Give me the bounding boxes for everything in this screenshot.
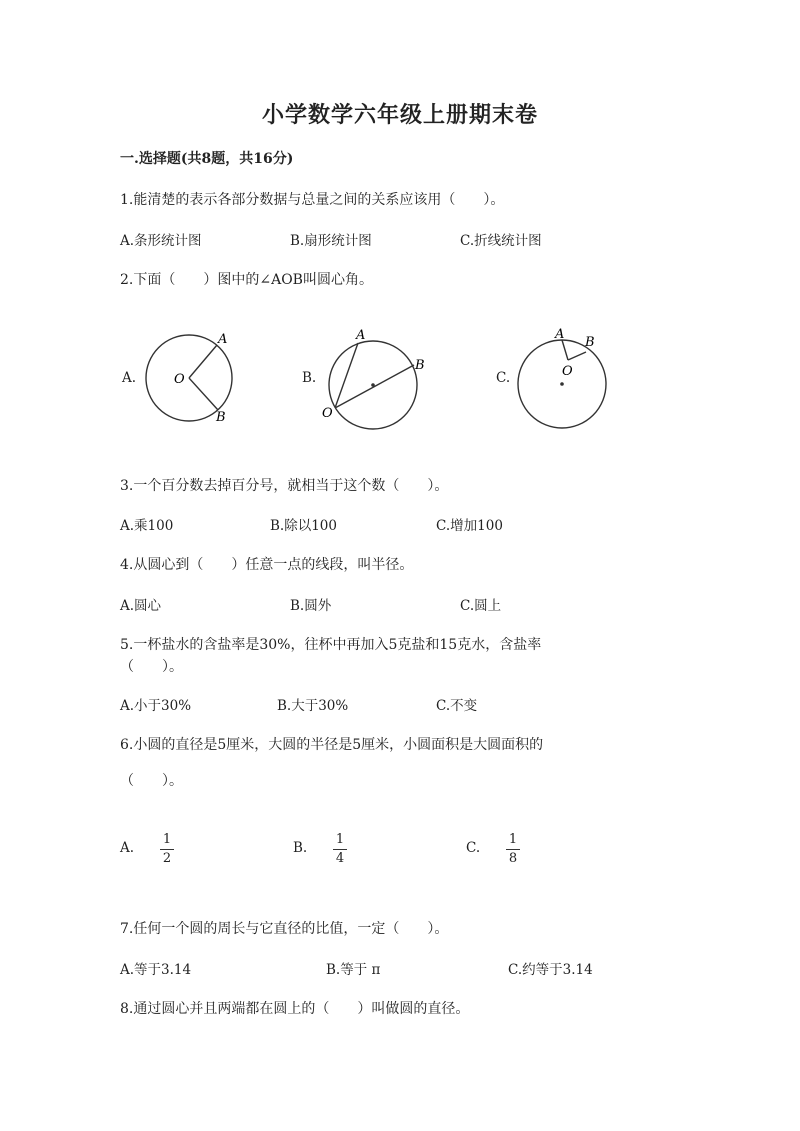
section-heading: 一.选择题(共8题，共16分) <box>120 151 294 167</box>
question-6-stem-line-1: 6.小圆的直径是5厘米，大圆的半径是5厘米，小圆面积是大圆面积的 <box>120 737 544 753</box>
fraction-c-numerator: 1 <box>508 832 518 847</box>
fraction-a-bar <box>160 849 174 850</box>
question-1-option-c[interactable]: C.折线统计图 <box>460 233 542 249</box>
circle-figure-c <box>510 322 622 432</box>
fraction-a-numerator: 1 <box>162 832 172 847</box>
question-2-stem: 2.下面（ ）图中的∠AOB叫圆心角。 <box>120 272 373 288</box>
question-5-option-c[interactable]: C.不变 <box>436 698 478 714</box>
page-title: 小学数学六年级上册期末卷 <box>261 102 538 128</box>
question-7-option-a[interactable]: A.等于3.14 <box>120 962 192 978</box>
fraction-a-denominator: 2 <box>162 851 172 866</box>
fraction-b-numerator: 1 <box>335 832 345 847</box>
question-1-stem: 1.能清楚的表示各部分数据与总量之间的关系应该用（ ）。 <box>120 192 505 208</box>
question-6-option-c[interactable]: C. <box>466 840 481 856</box>
circle-b-label-a: A <box>356 328 366 343</box>
question-2-option-b[interactable]: B. <box>302 370 317 386</box>
circle-a-label-b: B <box>216 410 226 425</box>
circle-figure-a <box>140 325 250 430</box>
question-2-option-c[interactable]: C. <box>496 370 511 386</box>
question-6-option-b[interactable]: B. <box>293 840 308 856</box>
circle-b-chord-ob <box>335 365 414 408</box>
question-6-option-a[interactable]: A. <box>120 840 135 856</box>
question-1-option-b[interactable]: B.扇形统计图 <box>290 233 372 249</box>
question-4-option-b[interactable]: B.圆外 <box>290 598 332 614</box>
question-6-fraction-b <box>332 833 348 866</box>
question-6-fraction-a <box>159 833 175 866</box>
circle-c-radius-oa <box>562 340 568 360</box>
circle-c-label-o: O <box>562 364 573 379</box>
question-4-stem: 4.从圆心到（ ）任意一点的线段，叫半径。 <box>120 557 414 573</box>
circle-b-label-b: B <box>415 358 425 373</box>
circle-a-label-o: O <box>174 372 185 387</box>
circle-a-radius-ob <box>189 378 218 410</box>
question-5-stem-line-2: （ ）。 <box>120 659 183 675</box>
question-6-fraction-c <box>505 833 521 866</box>
circle-c-center-dot <box>560 382 564 386</box>
circle-a-label-a: A <box>218 332 228 347</box>
circle-b-chord-oa <box>335 343 358 408</box>
fraction-b-bar <box>333 849 347 850</box>
fraction-c-denominator: 8 <box>508 851 518 866</box>
circle-c-label-a: A <box>555 327 565 342</box>
question-7-stem: 7.任何一个圆的周长与它直径的比值，一定（ ）。 <box>120 921 449 937</box>
question-8-stem: 8.通过圆心并且两端都在圆上的（ ）叫做圆的直径。 <box>120 1001 470 1017</box>
circle-figure-b <box>318 325 430 430</box>
question-7-option-b[interactable]: B.等于 π <box>326 962 381 978</box>
question-4-option-c[interactable]: C.圆上 <box>460 598 502 614</box>
circle-b-label-o: O <box>322 406 333 421</box>
fraction-b-denominator: 4 <box>335 851 345 866</box>
question-3-option-b[interactable]: B.除以100 <box>270 518 337 534</box>
question-4-option-a[interactable]: A.圆心 <box>120 598 162 614</box>
question-2-option-a[interactable]: A. <box>122 370 137 386</box>
question-3-option-c[interactable]: C.增加100 <box>436 518 503 534</box>
question-3-option-a[interactable]: A.乘100 <box>120 518 174 534</box>
question-5-option-b[interactable]: B.大于30% <box>277 698 349 714</box>
circle-a-radius-oa <box>189 345 217 378</box>
circle-c-label-b: B <box>585 335 595 350</box>
question-1-option-a[interactable]: A.条形统计图 <box>120 233 202 249</box>
question-3-stem: 3.一个百分数去掉百分号，就相当于这个数（ ）。 <box>120 478 449 494</box>
question-5-stem-line-1: 5.一杯盐水的含盐率是30%，往杯中再加入5克盐和15克水，含盐率 <box>120 637 542 653</box>
question-6-stem-line-2: （ ）。 <box>120 773 183 789</box>
circle-c-radius-ob <box>568 352 586 360</box>
question-5-option-a[interactable]: A.小于30% <box>120 698 192 714</box>
question-7-option-c[interactable]: C.约等于3.14 <box>508 962 593 978</box>
fraction-c-bar <box>506 849 520 850</box>
